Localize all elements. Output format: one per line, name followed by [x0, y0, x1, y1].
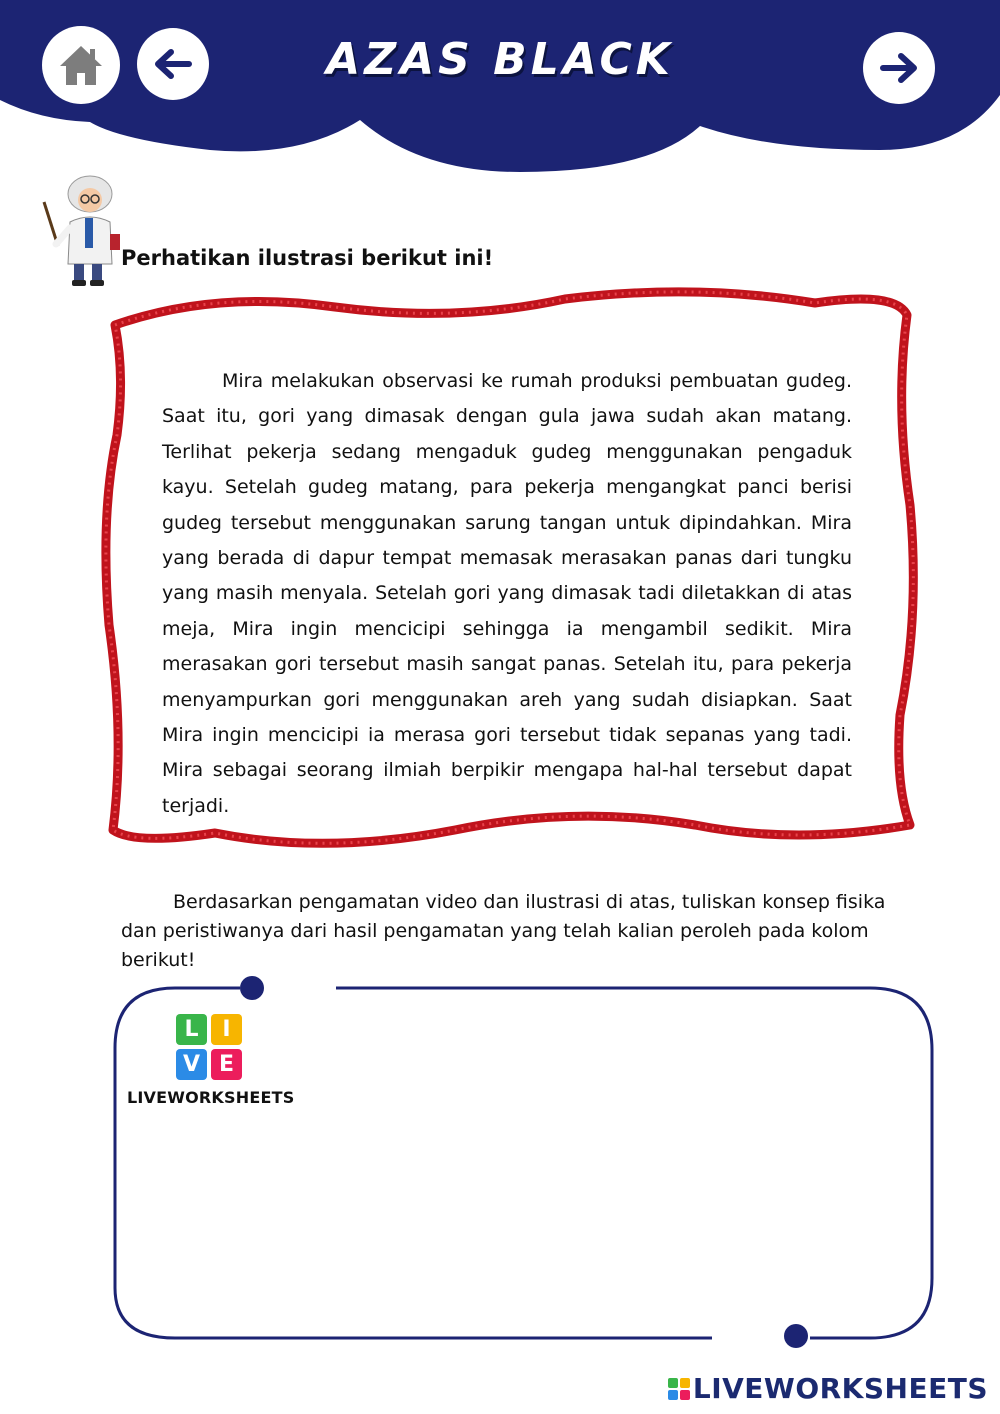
logo-tiles: [176, 1014, 244, 1082]
logo-tile: V: [176, 1049, 207, 1080]
footer-logo-icon: [668, 1378, 690, 1400]
logo-tile: E: [211, 1049, 242, 1080]
task-prompt: Berdasarkan pengamatan video dan ilustrasi di atas, tuliskan konsep fisika dan peristiwanya dari hasil pengamatan yang telah kalian peroleh pada kolom berikut!: [121, 891, 886, 971]
footer-brand-text: LIVEWORKSHEETS: [692, 1372, 988, 1405]
arrow-right-icon: [879, 52, 919, 84]
footer-brand[interactable]: [668, 1372, 988, 1405]
story-paragraph: Mira melakukan observasi ke rumah produksi pembuatan gudeg. Saat itu, gori yang dimasak dengan gula jawa sudah akan matang. Terlihat pekerja sedang mengaduk gudeg menggunakan pengaduk kayu. Setelah gudeg matang, para pekerja mengangkat panci berisi gudeg tersebut menggunakan sarung tangan untuk dipindahkan. Mira yang berada di dapur tempat memasak merasakan panas dari tungku yang masih menyala. Setelah gori yang dimasak tadi diletakkan di atas meja, Mira ingin mencicipi sehingga ia mengambil sedikit. Mira merasakan gori tersebut masih sangat panas. Setelah itu, para pekerja menyampurkan gori menggunakan areh yang sudah disiapkan. Saat Mira ingin mencicipi ia merasa gori tersebut tidak sepanas yang tadi. Mira sebagai seorang ilmiah berpikir mengapa hal-hal tersebut dapat terjadi.: [162, 370, 852, 817]
logo-tile: L: [176, 1014, 207, 1045]
logo-tile: I: [211, 1014, 242, 1045]
instruction-heading: Perhatikan ilustrasi berikut ini!: [121, 246, 494, 270]
next-button[interactable]: [863, 32, 935, 104]
scientist-illustration: [40, 172, 120, 288]
page-title: AZAS BLACK: [326, 34, 674, 85]
logo-text: LIVEWORKSHEETS: [127, 1088, 295, 1107]
